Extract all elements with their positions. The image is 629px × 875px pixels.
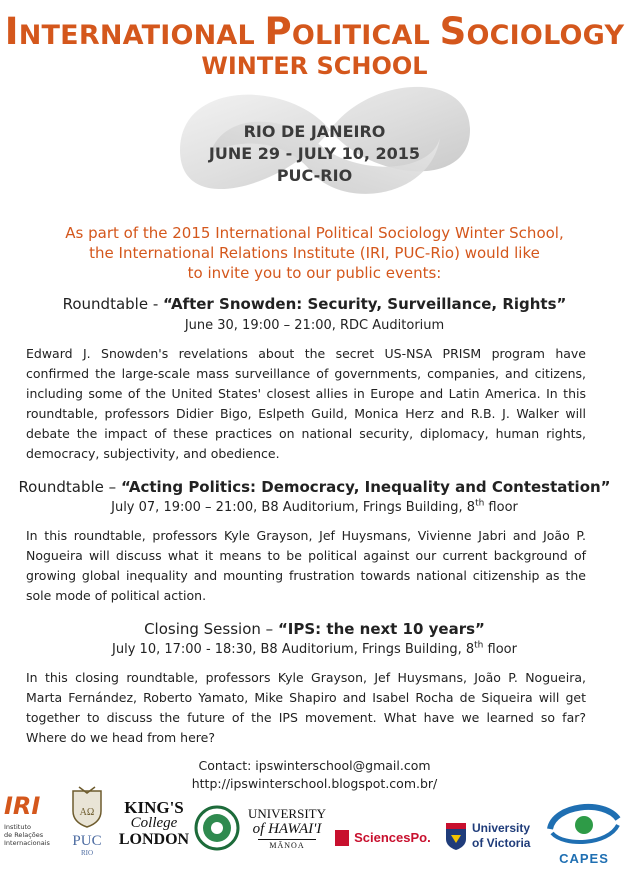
event-3-heading bbox=[0, 620, 629, 638]
poster-title-line1: INTERNATIONAL POLITICAL SOCIOLOGY bbox=[4, 10, 625, 53]
poster-title-line2: WINTER SCHOOL bbox=[201, 52, 428, 80]
contact-email[interactable]: Contact: ipswinterschool@gmail.com bbox=[198, 758, 431, 773]
iri-logo: IRI Instituto de Relações Internacionais bbox=[4, 792, 50, 847]
kings-college-london-logo: KING'S College LONDON bbox=[118, 798, 190, 848]
venue-block bbox=[0, 121, 629, 187]
event-2-details: July 07, 19:00 – 21:00, B8 Auditorium, Frings Building, 8th floor bbox=[111, 498, 518, 515]
intro-line: the International Relations Institute (IRI, PUC-Rio) would like bbox=[89, 244, 540, 262]
event-2-description: In this roundtable, professors Kyle Grayson, Jef Huysmans, Vivienne Jabri and João P. Nogueira will discuss what it means to be political against our current background of growing global inequality and mounting frustration towards national citizenship as the sole mode of political action. bbox=[26, 528, 586, 603]
event-title: “IPS: the next 10 years” bbox=[277, 620, 485, 638]
puc-rio-logo: AΩ PUC RIO bbox=[64, 785, 110, 867]
event-title: “After Snowden: Security, Surveillance, Rights” bbox=[163, 295, 567, 313]
event-2-heading bbox=[0, 478, 629, 496]
victoria-crest-icon bbox=[444, 821, 468, 851]
event-3-details: July 10, 17:00 - 18:30, B8 Auditorium, Frings Building, 8th floor bbox=[112, 640, 517, 657]
sponsor-logos bbox=[0, 785, 629, 875]
event-1-description: Edward J. Snowden's revelations about the secret US-NSA PRISM program have confirmed the large-scale mass surveillance of governments, companies, and citizens, including some of the United States' closest allies in Europe and Latin America. In this roundtable, professors Didier Bigo, Eslpeth Guild, Monica Herz and R.B. J. Walker will debate the impact of these practices on national security, diplomacy, human rights, democracy, subjectivity, and obedience. bbox=[26, 346, 586, 461]
intro-line: to invite you to our public events: bbox=[187, 264, 442, 282]
capes-mark-icon bbox=[544, 799, 624, 847]
event-1-details: June 30, 19:00 – 21:00, RDC Auditorium bbox=[184, 318, 445, 333]
hawaii-seal-icon bbox=[194, 805, 240, 851]
venue-place: PUC-RIO bbox=[276, 166, 353, 185]
contact-url[interactable]: http://ipswinterschool.blogspot.com.br/ bbox=[191, 776, 438, 791]
intro-text bbox=[20, 223, 609, 283]
svg-text:AΩ: AΩ bbox=[79, 807, 95, 818]
event-type: Roundtable – bbox=[18, 478, 121, 496]
sciencespo-mark-icon bbox=[335, 830, 349, 846]
university-of-hawaii-logo: UNIVERSITY of HAWAI'I MĀNOA bbox=[248, 806, 326, 850]
puc-crest-icon bbox=[67, 785, 107, 829]
capes-logo: CAPES bbox=[542, 799, 626, 871]
event-3-description: In this closing roundtable, professors Kyle Grayson, Jef Huysmans, João P. Nogueira, Marta Fernández, Roberto Yamato, Mike Shapiro and Isabel Rocha de Siqueira will get together to discuss the future of the IPS movement. What have we learned so far? Where do we head from here? bbox=[26, 670, 586, 745]
sciences-po-logo: SciencesPo. bbox=[335, 827, 441, 849]
event-type: Closing Session – bbox=[144, 620, 278, 638]
venue-city: RIO DE JANEIRO bbox=[243, 122, 386, 141]
intro-line: As part of the 2015 International Political Sociology Winter School, bbox=[65, 224, 564, 242]
event-type: Roundtable - bbox=[62, 295, 164, 313]
venue-dates: JUNE 29 - JULY 10, 2015 bbox=[208, 144, 421, 163]
event-1-heading bbox=[0, 295, 629, 313]
event-title: “Acting Politics: Democracy, Inequality and Contestation” bbox=[120, 478, 611, 496]
university-of-victoria-logo: University of Victoria bbox=[444, 819, 540, 859]
